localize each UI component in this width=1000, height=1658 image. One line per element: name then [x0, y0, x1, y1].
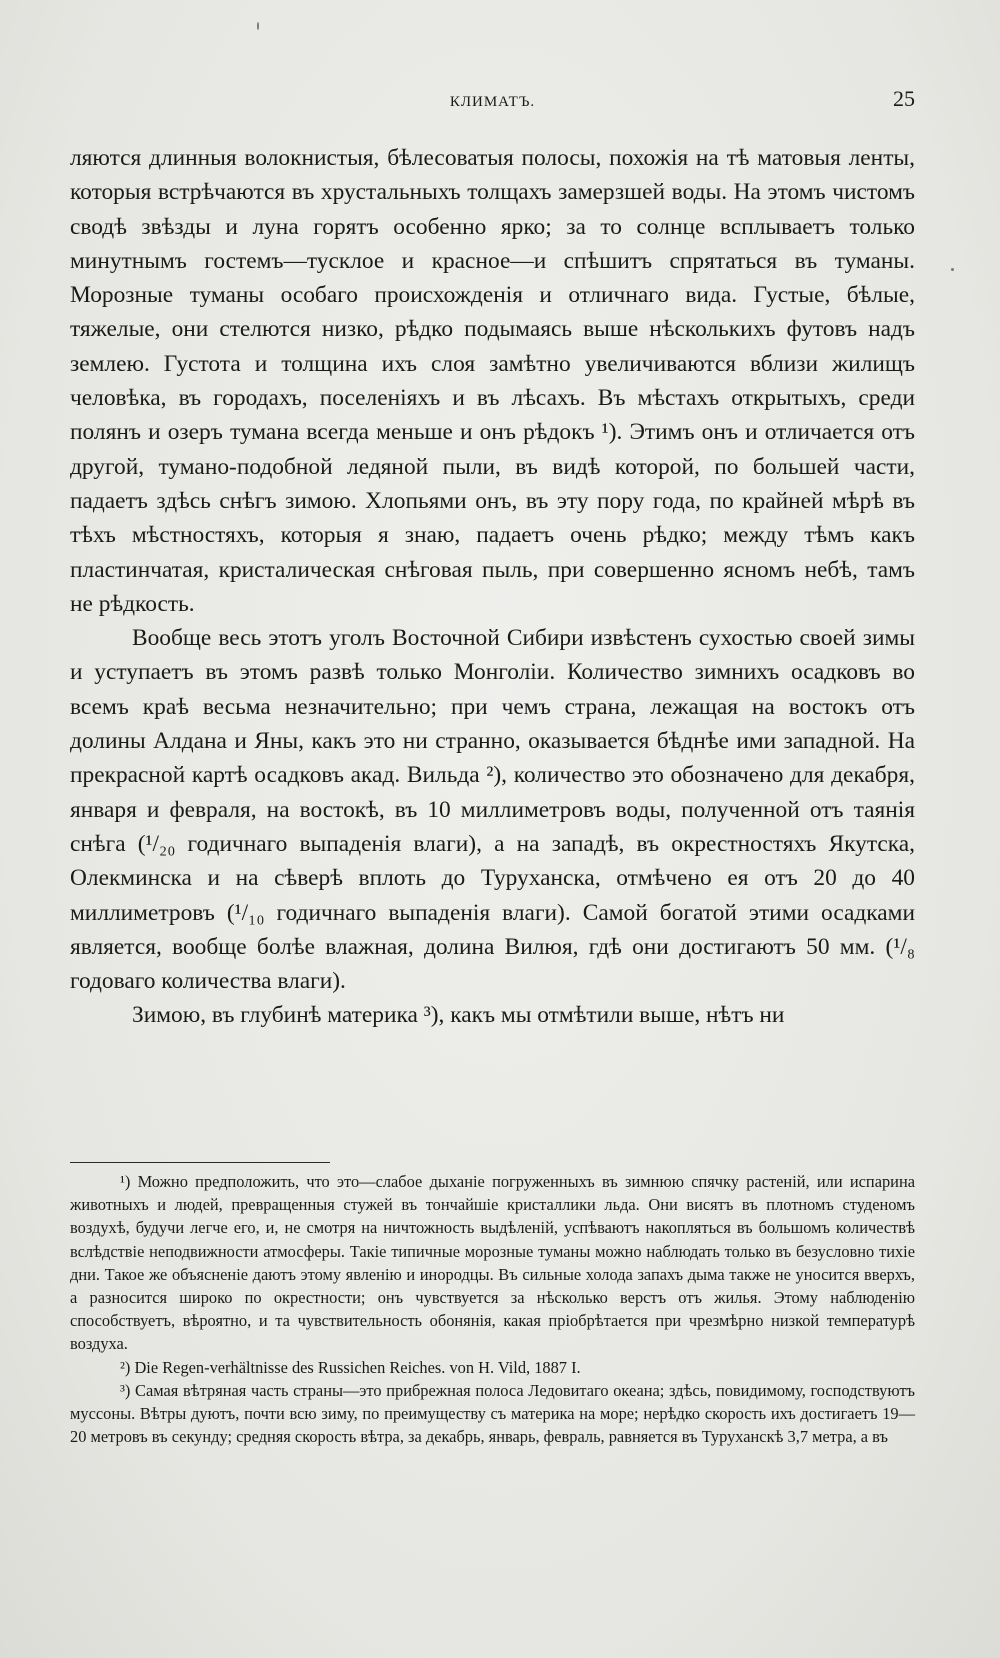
running-title: КЛИМАТЪ.: [449, 94, 536, 110]
page-number: 25: [893, 86, 915, 111]
footnote-separator: [70, 1162, 330, 1163]
footnote: ²) Die Regen-verhältnisse des Russichen Reiches. von H. Vild, 1887 I.: [120, 1357, 581, 1377]
paragraph: Вообще весь этотъ уголъ Восточной Сибири извѣстенъ сухостью своей зимы и уступаетъ въ этомъ развѣ только Монголіи. Количество зимнихъ осадковъ во всемъ краѣ весьма незначительно; при чемъ страна, лежащая на востокъ отъ долины Алдана и Яны, какъ это ни странно, оказывается бѣднѣе ими западной. На прекрасной картѣ осадковъ акад. Вильда ²), количество это обозначено для декабря, января и февраля, на востокѣ, въ 10 миллиметровъ воды, полученной отъ таянія снѣга (¹/₂₀ годичнаго выпаденія влаги), а на западѣ, въ окрестностяхъ Якутска, Олекминска и на сѣверѣ вплоть до Туруханска, отмѣчено ея отъ 20 до 40 миллиметровъ (¹/₁₀ годичнаго выпаденія влаги). Самой богатой этими осадками является, вообще болѣе влажная, долина Вилюя, гдѣ они достигаютъ 50 мм. (¹/₈ годоваго количества влаги).: [70, 625, 915, 995]
main-text: [70, 141, 915, 1033]
paragraph: ляются длинныя волокнистыя, бѣлесоватыя полосы, похожія на тѣ матовыя ленты, которыя встрѣчаются въ хрустальныхъ толщахъ замерзшей воды. На этомъ чистомъ сводѣ звѣзды и луна горятъ особенно ярко; за то солнце всплываетъ только минутнымъ гостемъ—тусклое и красное—и спѣшитъ спрятаться въ туманы. Морозные туманы особаго происхожденія и отличнаго вида. Густые, бѣлые, тяжелые, они стелются низко, рѣдко подымаясь выше нѣсколькихъ футовъ надъ землею. Густота и толщина ихъ слоя замѣтно увеличиваются вблизи жилищъ человѣка, въ городахъ, поселеніяхъ и въ лѣсахъ. Въ мѣстахъ открытыхъ, среди полянъ и озеръ тумана всегда меньше и онъ рѣдокъ ¹). Этимъ онъ и отличается отъ другой, тумано-подобной ледяной пыли, въ видѣ которой, по большей части, падаетъ здѣсь снѣгъ зимою. Хлопьями онъ, въ эту пору года, по крайней мѣрѣ въ тѣхъ мѣстностяхъ, которыя я знаю, падаетъ очень рѣдко; между тѣмъ какъ пластинчатая, кристалическая снѣговая пыль, при совершенно ясномъ небѣ, тамъ не рѣдкость.: [70, 145, 915, 617]
ink-speck: [257, 22, 259, 30]
paragraph: Зимою, въ глубинѣ материка ³), какъ мы отмѣтили выше, нѣтъ ни: [132, 1002, 785, 1029]
footnote: ³) Самая вѣтряная часть страны—это прибрежная полоса Ледовитаго океана; здѣсь, повидимому, господствуютъ муссоны. Вѣтры дуютъ, почти всю зиму, по преимуществу съ материка на море; нерѣдко скорость ихъ достигаетъ 19—20 метровъ въ секунду; средняя скорость вѣтра, за декабрь, январь, февраль, равняется въ Туруханскѣ 3,7 метра, а въ: [70, 1380, 915, 1447]
footnote: ¹) Можно предположить, что это—слабое дыханіе погруженныхъ въ зимнюю спячку растеній, или испарина животныхъ и людей, превращенныя стужей въ тончайшіе кристаллики льда. Они висятъ въ плотномъ студеномъ воздухѣ, будучи легче его, и, не смотря на ничтожность выдѣленій, успѣваютъ накопляться въ большомъ количествѣ вслѣдствіе неподвижности атмосферы. Такіе типичные морозные туманы можно наблюдать только въ безусловно тихіе дни. Такое же объясненіе даютъ этому явленію и инородцы. Въ сильные холода запахъ дыма также не уносится вверхъ, а разносится широко по окрестности; онъ чувствуется за нѣсколько верстъ отъ жилья. Этому наблюденію способствуетъ, вѣроятно, и та чувствительность обонянія, какая пріобрѣтается при чрезмѣрно низкой температурѣ воздуха.: [70, 1172, 915, 1354]
footnotes: [70, 1170, 915, 1448]
page-header: [70, 86, 915, 116]
ink-speck: [951, 268, 954, 271]
